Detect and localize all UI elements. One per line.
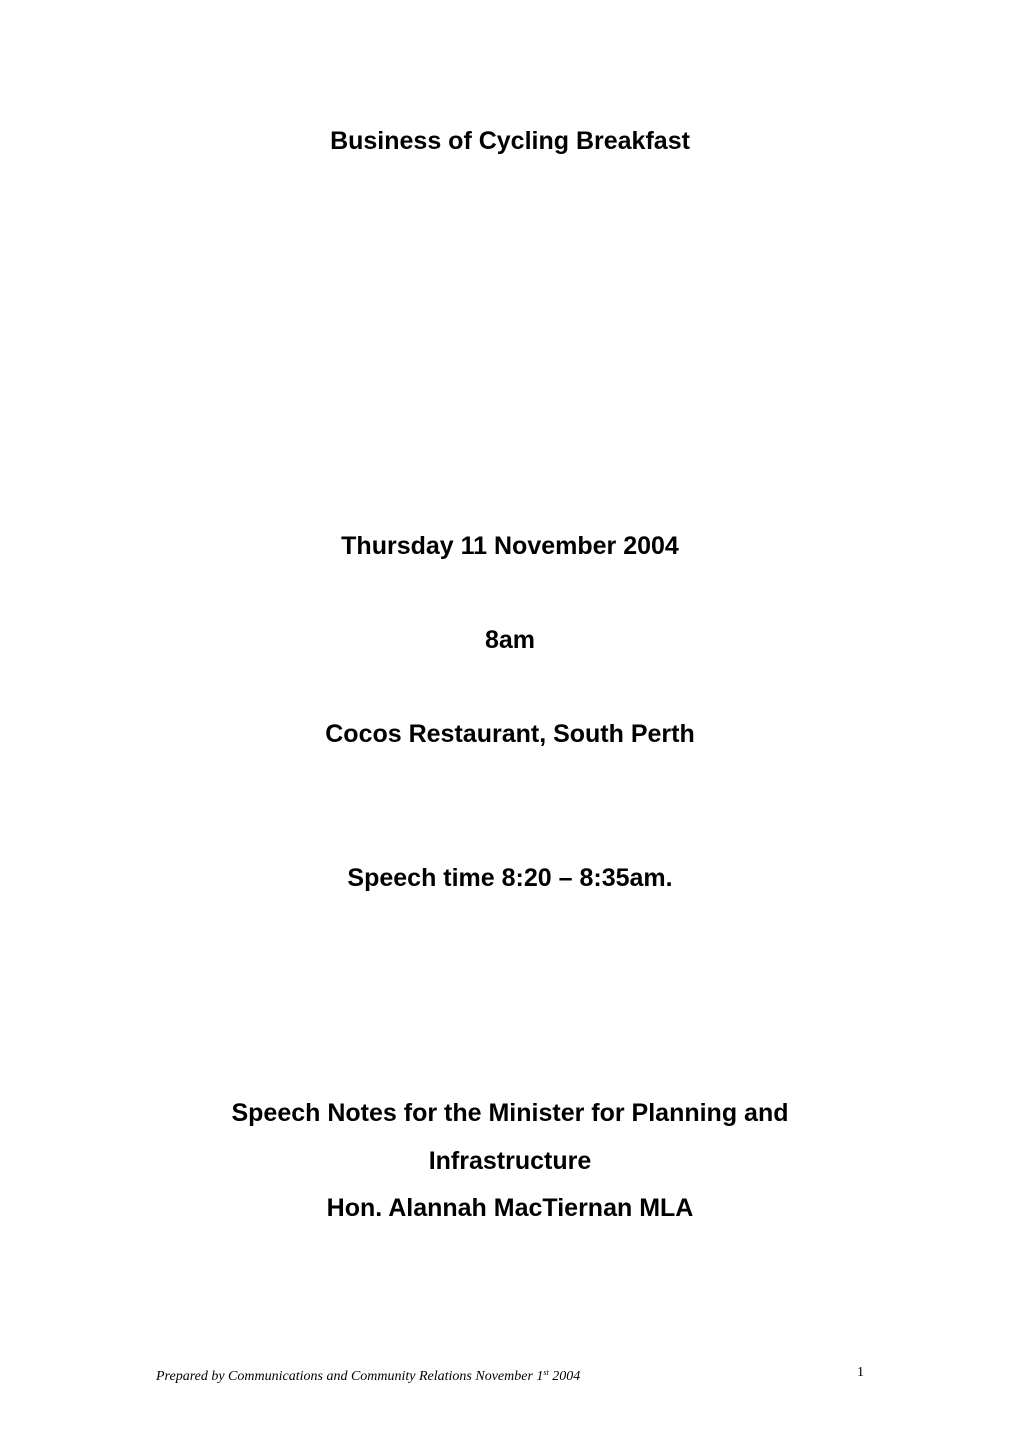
event-venue: Cocos Restaurant, South Perth bbox=[325, 720, 695, 748]
event-time: 8am bbox=[484, 626, 536, 654]
page-footer bbox=[0, 1364, 1020, 1384]
footer-year: 2004 bbox=[548, 1369, 581, 1384]
footer-prepared-text: Prepared by Communications and Community Relations November 1 bbox=[156, 1369, 544, 1384]
speech-notes-line-3: Hon. Alannah MacTiernan MLA bbox=[326, 1194, 694, 1222]
document-title: Business of Cycling Breakfast bbox=[330, 127, 690, 155]
speech-time: Speech time 8:20 – 8:35am. bbox=[347, 864, 673, 892]
speech-notes-line-1: Speech Notes for the Minister for Planning and bbox=[231, 1099, 789, 1127]
footer-ordinal-suffix: st bbox=[543, 1368, 549, 1377]
event-date: Thursday 11 November 2004 bbox=[341, 532, 679, 560]
page-number: 1 bbox=[857, 1365, 864, 1380]
footer-prepared-by bbox=[156, 1364, 580, 1386]
speech-notes-line-2: Infrastructure bbox=[428, 1147, 592, 1175]
